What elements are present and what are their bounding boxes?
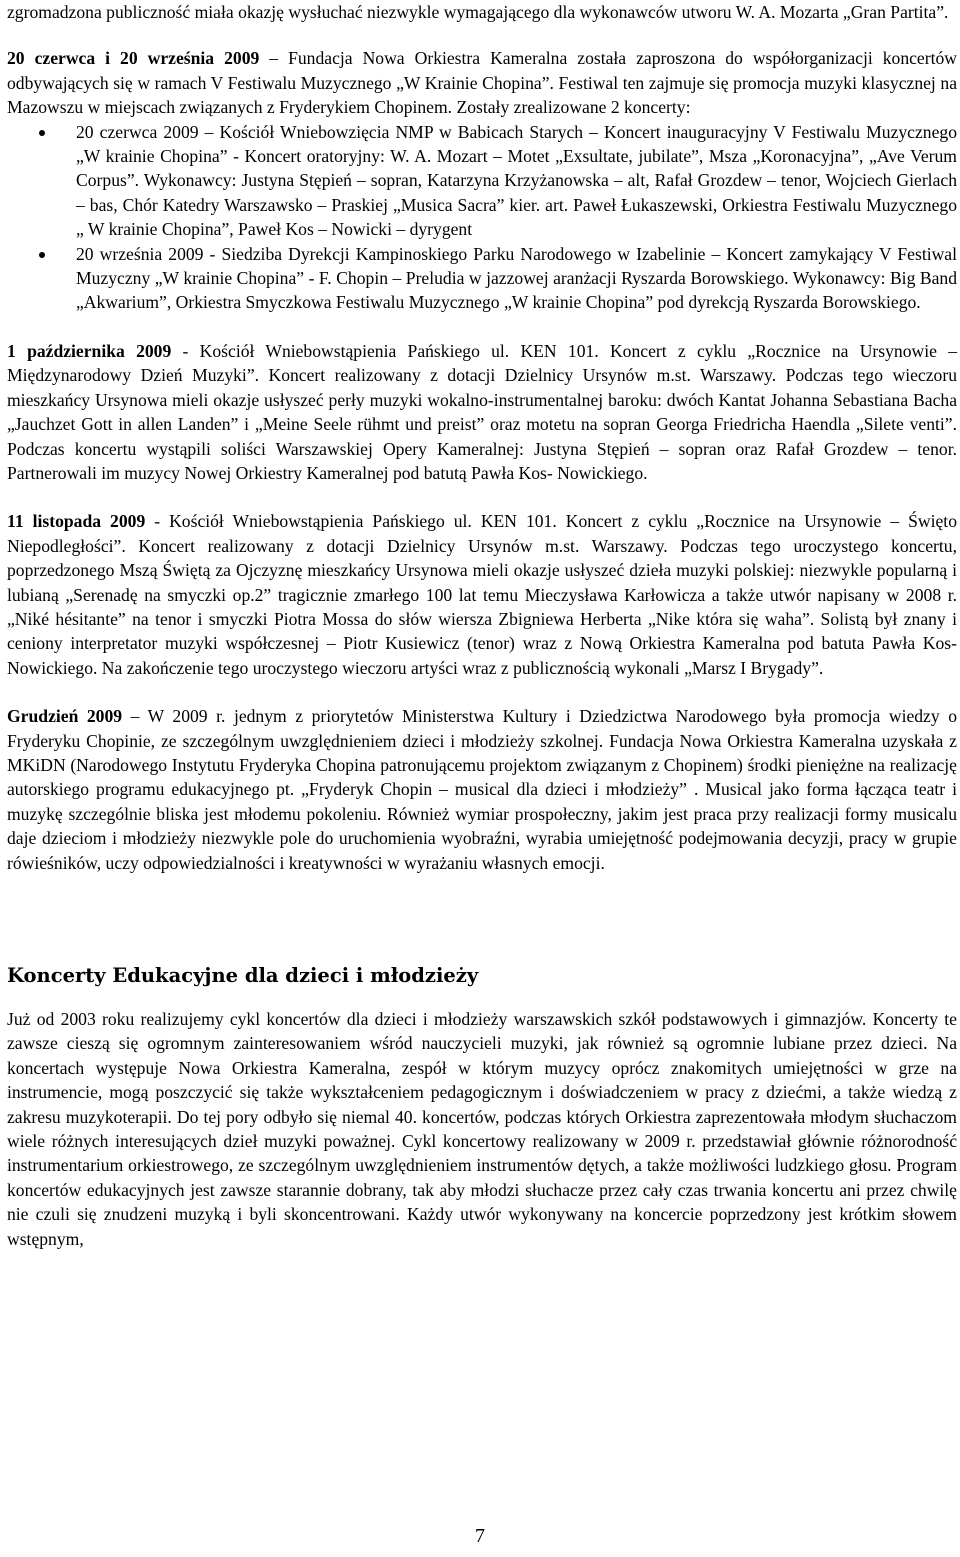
- section-heading: Koncerty Edukacyjne dla dzieci i młodzieży: [7, 964, 479, 987]
- date-label: Grudzień 2009: [7, 706, 123, 727]
- paragraph-october-concert: [7, 339, 957, 485]
- paragraph-educational-concerts: Już od 2003 roku realizujemy cykl koncertów dla dzieci i młodzieży warszawskich szkół podstawowych i gimnazjów. Koncerty te zawsze cieszą się ogromnym zainteresowaniem wśród nauczycieli muzyki, jak również są ogromnie lubiane przez dzieci. Na koncertach występuje Nowa Orkiestra Kameralna, zespół w którym muzycy oprócz znakomitych umiejętności w grze na instrumencie, mogą poszczycić się także wykształceniem pedagogicznym i doświadczeniem w pracy z dziećmi, a także wiedzą z zakresu muzykoterapii. Do tej pory odbyło się niemal 40. koncertów, podczas których Orkiestra zaprezentowała młodym słuchaczom wiele różnych interesujących dzieł muzyki poważnej. Cykl koncertowy realizowany w 2009 r. przedstawiał głównie różnorodność instrumentarium orkiestrowego, ze szczególnym uwzględnieniem instrumentów dętych, a także możliwości ludzkiego głosu. Program koncertów edukacyjnych jest zawsze starannie dobrany, tak aby młodzi słuchacze przez cały czas trwania koncertu ani przez chwilę nie czuli się znudzeni muzyką i byli skoncentrowani. Każdy utwór wykonywany na koncercie poprzedzony jest krótkim słowem wstępnym,: [7, 1009, 957, 1249]
- concert-list-item: [7, 242, 957, 315]
- concert-list-item-text: 20 czerwca 2009 – Kościół Wniebowzięcia NMP w Babicach Starych – Koncert inauguracyjny V Festiwalu Muzycznego „W krainie Chopina” - Koncert oratoryjny: W. A. Mozart – Motet „Exsultate, jubilate”, Msza „Koronacyjna”, „Ave Verum Corpus”. Wykonawcy: Justyna Stępień – sopran, Katarzyna Krzyżanowska – alt, Rafał Grozdew – tenor, Wojciech Gierlach – bas, Chór Katedry Warszawsko – Praskiej „Musica Sacra” kier. art. Paweł Łukaszewski, Orkiestra Festiwalu Muzycznego „ W krainie Chopina”, Paweł Kos – Nowicki – dyrygent: [76, 121, 957, 240]
- bullet-icon: [39, 130, 45, 136]
- spacer: [7, 989, 957, 1007]
- paragraph-november-concert: [7, 509, 957, 680]
- page-number: 7: [475, 1525, 485, 1547]
- paragraph-text: – W 2009 r. jednym z priorytetów Ministerstwa Kultury i Dziedzictwa Narodowego była promocja wiedzy o Fryderyku Chopinie, ze szczególnym uwzględnieniem dzieci i młodzieży szkolnej. Fundacja Nowa Orkiestra Kameralna uzyskała z MKiDN (Narodowego Instytutu Fryderyka Chopina patronującemu projektom związanym z Chopinem) środki pieniężne na realizację autorskiego programu edukacyjnego pt. „Fryderyk Chopin – musical dla dzieci i młodzieży” . Musical jako forma łącząca teatr i muzykę szczególnie bliska jest młodemu pokoleniu. Również wymiar prospołeczny, jakim jest praca przy realizacji formy musicalu daje dzieciom i młodzieży niezwykle pole do uruchomienia wyobraźni, wyrabia umiejętność podejmowania decyzji, pracy w grupie rówieśników, uczy odpowiedzialności i kreatywności w wyrażaniu własnych emocji.: [7, 706, 957, 873]
- paragraph-text: – Fundacja Nowa Orkiestra Kameralna została zaproszona do współorganizacji koncertów odbywających się w ramach V Festiwalu Muzycznego „W Krainie Chopina”. Festiwal ten zajmuje się promocja muzyki klasycznej na Mazowszu w miejscach związanych z Fryderykiem Chopinem. Zostały zrealizowane 2 koncerty:: [7, 48, 957, 118]
- paragraph-december-musical: [7, 704, 957, 875]
- paragraph-festival-cooperation: [7, 46, 957, 119]
- concert-list: [7, 120, 957, 315]
- date-label: 1 października 2009: [7, 340, 172, 361]
- paragraph-text: - Kościół Wniebowstąpienia Pańskiego ul. KEN 101. Koncert z cyklu „Rocznice na Ursynowie – Święto Niepodległości”. Koncert realizowany z dotacji Dzielnicy Ursynów m.st. Warszawy. Podczas tego uroczystego koncertu, poprzedzonego Mszą Świętą za Ojczyznę mieszkańcy Ursynowa mieli okazje usłyszeć dzieła muzyki polskiej: niezwykle popularną i lubianą „Serenadę na smyczki op.2” tragicznie zmarłego 100 lat temu Mieczysława Karłowicza a także utwór napisany w 2008 r. „Niké hésitante” na tenor i smyczki Piotra Mossa do słów wiersza Zbigniewa Herberta „Nike która się waha”. Solistą był znany i ceniony interpretator muzyki współczesnej – Piotr Kusiewicz (tenor) wraz z Nową Orkiestra Kameralna pod batuta Pawła Kos-Nowickiego. Na zakończenie tego uroczystego wieczoru artyści wraz z publicznością wykonali „Marsz I Brygady”.: [7, 511, 957, 678]
- date-label: 20 czerwca i 20 września 2009: [7, 48, 260, 69]
- bullet-icon: [39, 252, 45, 258]
- concert-list-item: [7, 120, 957, 242]
- spacer: [7, 680, 957, 704]
- spacer: [7, 875, 957, 963]
- paragraph-text: - Kościół Wniebowstąpienia Pańskiego ul. KEN 101. Koncert z cyklu „Rocznice na Ursynowie – Międzynarodowy Dzień Muzyki”. Koncert realizowany z dotacji Dzielnicy Ursynów m.st. Warszawy. Podczas tego wieczoru mieszkańcy Ursynowa mieli okazje usłyszeć perły muzyki wokalno-instrumentalnej baroku: dwóch Kantat Johanna Sebastiana Bacha „Jauchzet Gott in allen Landen” i „Meine Seele rühmt und preist” oraz motetu na sopran Georga Friedricha Haendla „Silete venti”. Podczas koncertu wystąpili soliści Warszawskiej Opery Kameralnej: Justyna Stępień – sopran oraz Rafał Grozdew – tenor. Partnerowali im muzycy Nowej Orkiestry Kameralnej pod batutą Pawła Kos- Nowickiego.: [7, 340, 957, 483]
- spacer: [7, 24, 957, 46]
- spacer: [7, 315, 957, 339]
- concert-list-item-text: 20 września 2009 - Siedziba Dyrekcji Kampinoskiego Parku Narodowego w Izabelinie – Koncert zamykający V Festiwal Muzyczny „W krainie Chopina” - F. Chopin – Preludia w jazzowej aranżacji Ryszarda Borowskiego. Wykonawcy: Big Band „Akwarium”, Orkiestra Smyczkowa Festiwalu Muzycznego „W krainie Chopina” pod dyrekcją Ryszarda Borowskiego.: [76, 243, 957, 313]
- spacer: [7, 485, 957, 509]
- paragraph-mozart-gran-partita: zgromadzona publiczność miała okazję wysłuchać niezwykle wymagającego dla wykonawców utworu W. A. Mozarta „Gran Partita”.: [7, 2, 949, 22]
- document-page: [7, 0, 957, 1251]
- date-label: 11 listopada 2009: [7, 511, 146, 532]
